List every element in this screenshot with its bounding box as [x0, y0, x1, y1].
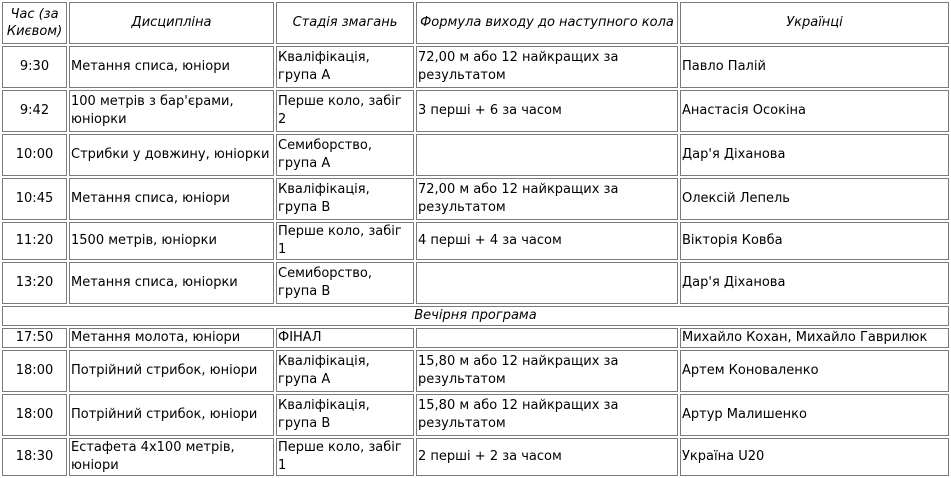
ukrainians-cell: Вікторія Ковба — [680, 222, 949, 260]
header-stage: Стадія змагань — [276, 2, 414, 44]
ukrainians-cell: Дар'я Діханова — [680, 134, 949, 176]
time-cell: 9:42 — [2, 90, 67, 132]
ukrainians-cell: Павло Палій — [680, 46, 949, 88]
stage-cell: Кваліфікація, група В — [276, 178, 414, 220]
discipline-cell: Стрибки у довжину, юніорки — [69, 134, 274, 176]
time-cell: 11:20 — [2, 222, 67, 260]
discipline-cell: Метання молота, юніори — [69, 328, 274, 348]
time-cell: 18:00 — [2, 350, 67, 392]
time-cell: 17:50 — [2, 328, 67, 348]
time-cell: 18:00 — [2, 394, 67, 436]
formula-cell: 72,00 м або 12 найкращих за результатом — [416, 46, 678, 88]
section-header-row — [2, 306, 949, 326]
ukrainians-cell: Україна U20 — [680, 438, 949, 476]
table-row — [2, 438, 949, 476]
table-row — [2, 262, 949, 304]
ukrainians-cell: Олексій Лепель — [680, 178, 949, 220]
time-cell: 9:30 — [2, 46, 67, 88]
discipline-cell: Метання списа, юніори — [69, 178, 274, 220]
discipline-cell: Потрійний стрибок, юніори — [69, 350, 274, 392]
formula-cell: 4 перші + 4 за часом — [416, 222, 678, 260]
formula-cell — [416, 262, 678, 304]
formula-cell: 2 перші + 2 за часом — [416, 438, 678, 476]
stage-cell: Семиборство, група А — [276, 134, 414, 176]
time-cell: 13:20 — [2, 262, 67, 304]
stage-cell: ФІНАЛ — [276, 328, 414, 348]
formula-cell — [416, 328, 678, 348]
time-cell: 10:00 — [2, 134, 67, 176]
table-row — [2, 222, 949, 260]
time-cell: 10:45 — [2, 178, 67, 220]
discipline-cell: 100 метрів з бар'єрами, юніорки — [69, 90, 274, 132]
discipline-cell: Метання списа, юніорки — [69, 262, 274, 304]
discipline-cell: 1500 метрів, юніорки — [69, 222, 274, 260]
stage-cell: Кваліфікація, група В — [276, 394, 414, 436]
stage-cell: Семиборство, група В — [276, 262, 414, 304]
header-time: Час (за Києвом) — [2, 2, 67, 44]
formula-cell: 72,00 м або 12 найкращих за результатом — [416, 178, 678, 220]
ukrainians-cell: Анастасія Осокіна — [680, 90, 949, 132]
formula-cell — [416, 134, 678, 176]
ukrainians-cell: Дар'я Діханова — [680, 262, 949, 304]
table-row — [2, 394, 949, 436]
ukrainians-cell: Михайло Кохан, Михайло Гаврилюк — [680, 328, 949, 348]
table-row — [2, 350, 949, 392]
stage-cell: Кваліфікація, група А — [276, 46, 414, 88]
header-discipline: Дисципліна — [69, 2, 274, 44]
table-row — [2, 134, 949, 176]
header-formula: Формула виходу до наступного кола — [416, 2, 678, 44]
ukrainians-cell: Артем Коноваленко — [680, 350, 949, 392]
table-row — [2, 46, 949, 88]
table-header-row — [2, 2, 949, 44]
formula-cell: 15,80 м або 12 найкращих за результатом — [416, 394, 678, 436]
table-row — [2, 90, 949, 132]
stage-cell: Кваліфікація, група А — [276, 350, 414, 392]
header-ukrainians: Українці — [680, 2, 949, 44]
discipline-cell: Потрійний стрибок, юніори — [69, 394, 274, 436]
discipline-cell: Естафета 4х100 метрів, юніори — [69, 438, 274, 476]
discipline-cell: Метання списа, юніори — [69, 46, 274, 88]
table-row — [2, 328, 949, 348]
stage-cell: Перше коло, забіг 2 — [276, 90, 414, 132]
formula-cell: 3 перші + 6 за часом — [416, 90, 678, 132]
evening-program-label: Вечірня програма — [2, 306, 949, 326]
stage-cell: Перше коло, забіг 1 — [276, 222, 414, 260]
time-cell: 18:30 — [2, 438, 67, 476]
stage-cell: Перше коло, забіг 1 — [276, 438, 414, 476]
ukrainians-cell: Артур Малишенко — [680, 394, 949, 436]
formula-cell: 15,80 м або 12 найкращих за результатом — [416, 350, 678, 392]
table-row — [2, 178, 949, 220]
